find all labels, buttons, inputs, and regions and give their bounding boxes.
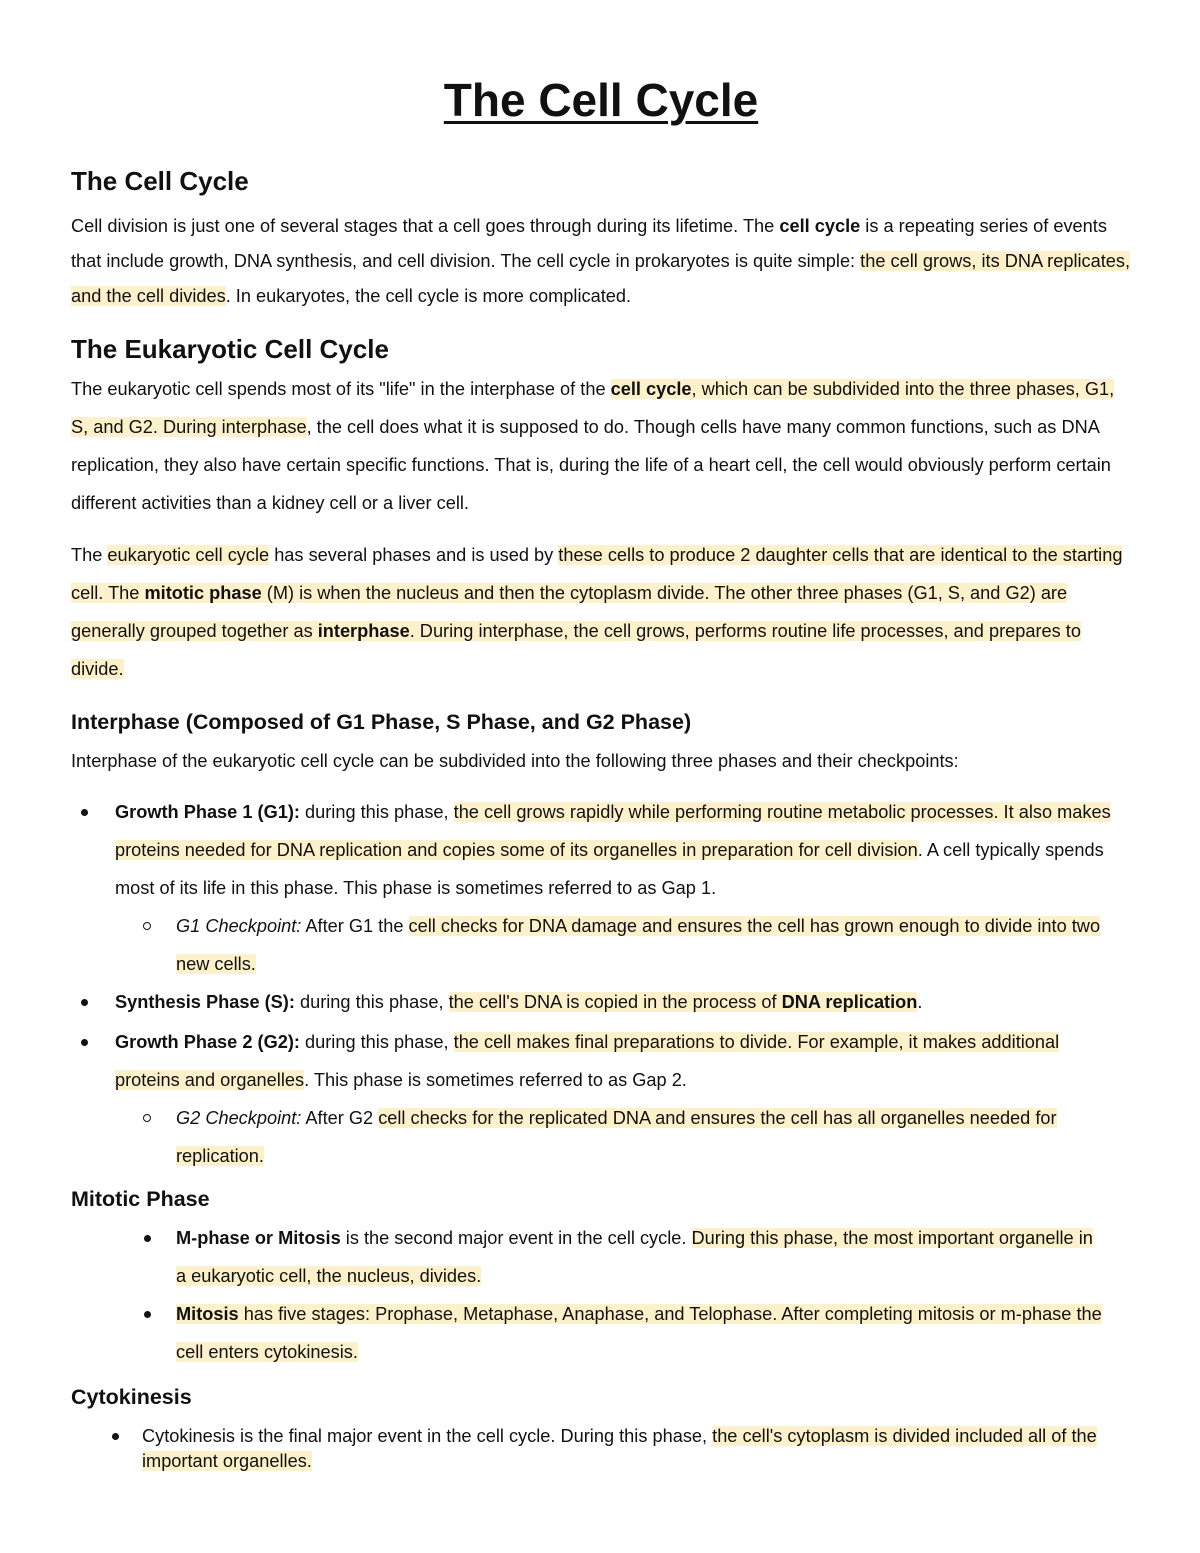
- paragraph-eukaryotic-1: The eukaryotic cell spends most of its "life" in the interphase of the cell cycle, which can be subdivided into the three phases, G1, S, and G2. During interphase, the cell does what it is supposed to do. Though cells have many common functions, such as DNA replication, they also have certain specific functions. That is, during the life of a heart cell, the cell would obviously perform certain different activities than a kidney cell or a liver cell.: [71, 379, 1115, 513]
- document-title: The Cell Cycle: [443, 74, 759, 126]
- paragraph-interphase-intro: Interphase of the eukaryotic cell cycle can be subdivided into the following three phases and their checkpoints:: [71, 751, 959, 771]
- section-heading-mitotic-phase: Mitotic Phase: [71, 1187, 210, 1211]
- cytokinesis-list: [142, 1424, 1122, 1474]
- paragraph-eukaryotic-2: The eukaryotic cell cycle has several phases and is used by these cells to produce 2 daughter cells that are identical to the starting cell. The mitotic phase (M) is when the nucleus and then the cytoplasm divide. The other three phases (G1, S, and G2) are generally grouped together as interphase. During interphase, the cell grows, performs routine life processes, and prepares to divide.: [71, 545, 1123, 679]
- g1-checkpoint-list: [176, 907, 1136, 983]
- circle-bullet-icon: [143, 1114, 151, 1122]
- g2-checkpoint-list: [176, 1099, 1136, 1175]
- circle-bullet-icon: [143, 922, 151, 930]
- section-heading-cell-cycle: The Cell Cycle: [71, 166, 249, 196]
- interphase-list: [115, 793, 1135, 907]
- list-item-g1: Growth Phase 1 (G1): during this phase, the cell grows rapidly while performing routine metabolic processes. It also makes proteins needed for DNA replication and copies some of its organelles in preparation for cell division. A cell typically spends most of its life in this phase. This phase is sometimes referred to as Gap 1.: [115, 793, 1135, 907]
- bullet-icon: [81, 809, 88, 816]
- paragraph-cell-cycle-intro: Cell division is just one of several stages that a cell goes through during its lifetime. The cell cycle is a repeating series of events that include growth, DNA synthesis, and cell division. The cell cycle in prokaryotes is quite simple: the cell grows, its DNA replicates, and the cell divides. In eukaryotes, the cell cycle is more complicated.: [71, 216, 1131, 306]
- section-heading-cytokinesis: Cytokinesis: [71, 1385, 192, 1409]
- list-item-cytokinesis: Cytokinesis is the final major event in the cell cycle. During this phase, the cell's cytoplasm is divided included all of the important organelles.: [142, 1424, 1122, 1474]
- section-heading-eukaryotic-cell-cycle: The Eukaryotic Cell Cycle: [71, 334, 389, 364]
- list-item-g1-checkpoint: G1 Checkpoint: After G1 the cell checks for DNA damage and ensures the cell has grown enough to divide into two new cells.: [176, 907, 1136, 983]
- list-item-m-phase: M-phase or Mitosis is the second major event in the cell cycle. During this phase, the most important organelle in a eukaryotic cell, the nucleus, divides.: [176, 1219, 1106, 1295]
- synthesis-list: [115, 983, 1135, 1021]
- list-item-g2: Growth Phase 2 (G2): during this phase, the cell makes final preparations to divide. For example, it makes additional proteins and organelles. This phase is sometimes referred to as Gap 2.: [115, 1023, 1115, 1099]
- list-item-synthesis: Synthesis Phase (S): during this phase, the cell's DNA is copied in the process of DNA replication.: [115, 983, 1135, 1021]
- section-heading-interphase: Interphase (Composed of G1 Phase, S Phase, and G2 Phase): [71, 710, 692, 734]
- bullet-icon: [81, 999, 88, 1006]
- bullet-icon: [144, 1311, 151, 1318]
- bullet-icon: [81, 1039, 88, 1046]
- list-item-mitosis: Mitosis has five stages: Prophase, Metaphase, Anaphase, and Telophase. After completing mitosis or m-phase the cell enters cytokinesis.: [176, 1295, 1106, 1371]
- list-item-g2-checkpoint: G2 Checkpoint: After G2 cell checks for the replicated DNA and ensures the cell has all organelles needed for replication.: [176, 1099, 1136, 1175]
- g2-list: [115, 1023, 1115, 1099]
- mitotic-list: [176, 1219, 1106, 1371]
- bullet-icon: [144, 1235, 151, 1242]
- bullet-icon: [112, 1433, 119, 1440]
